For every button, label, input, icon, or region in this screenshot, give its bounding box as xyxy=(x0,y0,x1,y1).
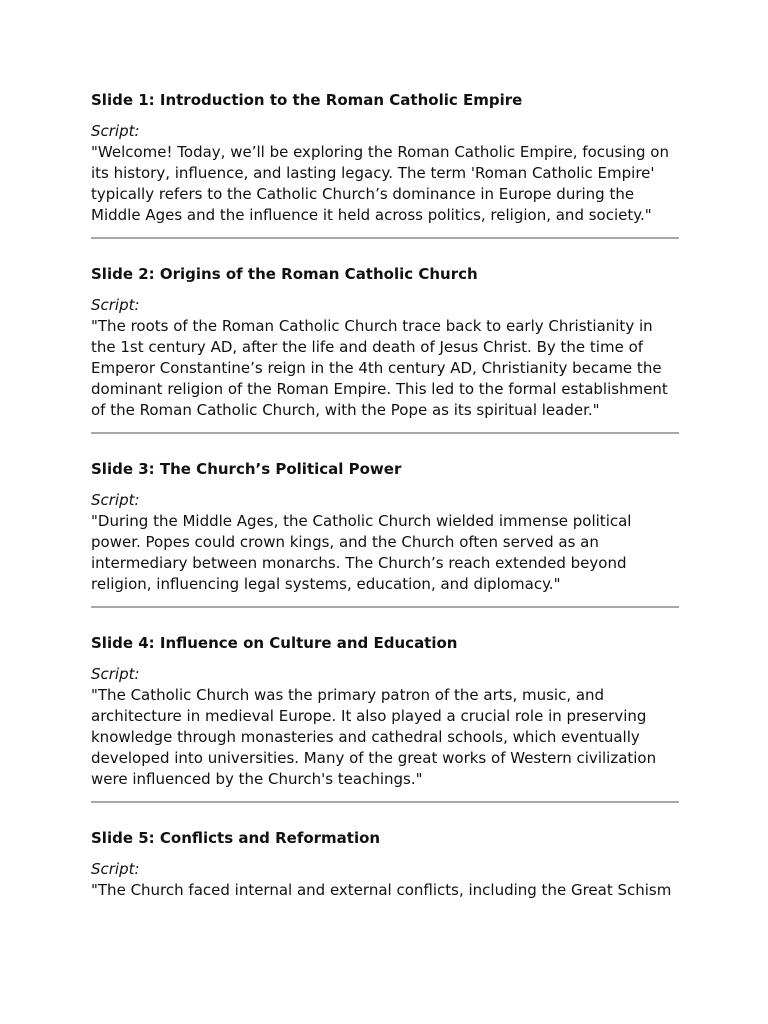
slide-title: Slide 5: Conflicts and Reformation xyxy=(91,829,381,847)
script-text: "The Catholic Church was the primary patron of the arts, music, and architecture in medieval Europe. It also played a crucial role in preserving knowledge through monasteries and cathedral schools, which eventually developed into universities. Many of the great works of Western civilization were influenced by the Church's teachings." xyxy=(91,686,657,788)
script-label: Script: xyxy=(91,296,140,314)
section-divider xyxy=(91,801,679,803)
slide-section-2 xyxy=(91,264,679,421)
slide-section-3 xyxy=(91,459,679,595)
script-label: Script: xyxy=(91,491,140,509)
slide-title: Slide 4: Influence on Culture and Education xyxy=(91,634,458,652)
script-text: "During the Middle Ages, the Catholic Church wielded immense political power. Popes could crown kings, and the Church often served as an intermediary between monarchs. The Church’s reach extended beyond religion, influencing legal systems, education, and diplomacy." xyxy=(91,512,632,593)
script-text: "The Church faced internal and external conflicts, including the Great Schism xyxy=(91,881,672,899)
script-label: Script: xyxy=(91,665,140,683)
script-label: Script: xyxy=(91,122,140,140)
script-text: "Welcome! Today, we’ll be exploring the Roman Catholic Empire, focusing on its history, influence, and lasting legacy. The term 'Roman Catholic Empire' typically refers to the Catholic Church’s dominance in Europe during the Middle Ages and the influence it held across politics, religion, and society." xyxy=(91,143,669,224)
document-page xyxy=(91,90,679,901)
slide-title: Slide 1: Introduction to the Roman Catholic Empire xyxy=(91,91,523,109)
section-divider xyxy=(91,606,679,608)
slide-section-4 xyxy=(91,633,679,790)
section-divider xyxy=(91,432,679,434)
slide-section-1 xyxy=(91,90,679,226)
script-text: "The roots of the Roman Catholic Church trace back to early Christianity in the 1st century AD, after the life and death of Jesus Christ. By the time of Emperor Constantine’s reign in the 4th century AD, Christianity became the dominant religion of the Roman Empire. This led to the formal establishment of the Roman Catholic Church, with the Pope as its spiritual leader." xyxy=(91,317,668,419)
script-label: Script: xyxy=(91,860,140,878)
section-divider xyxy=(91,237,679,239)
slide-title: Slide 3: The Church’s Political Power xyxy=(91,460,402,478)
slide-title: Slide 2: Origins of the Roman Catholic Church xyxy=(91,265,478,283)
slide-section-5 xyxy=(91,828,679,901)
